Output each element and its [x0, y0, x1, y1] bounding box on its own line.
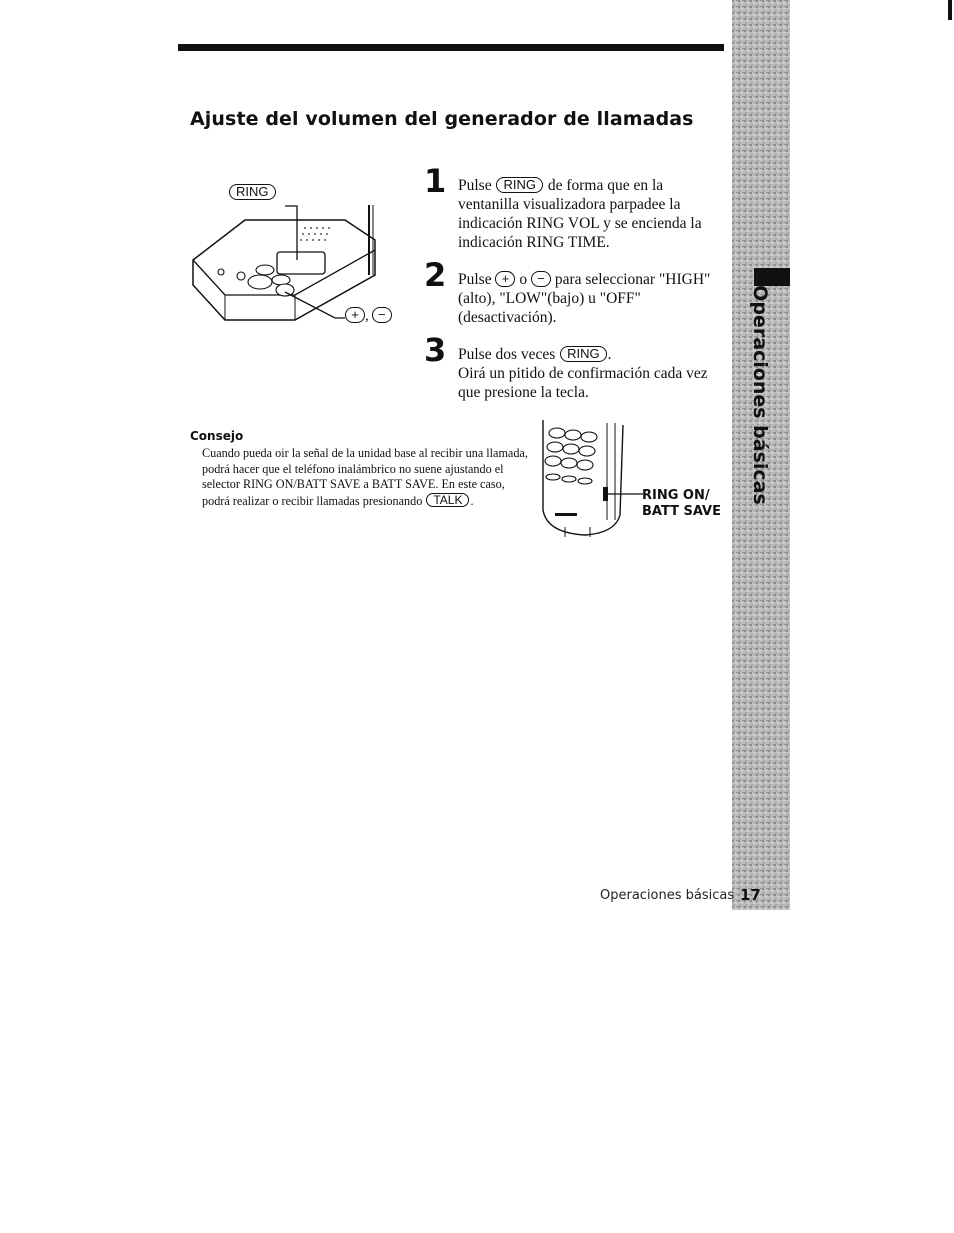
- plus-key-label: +: [495, 271, 515, 287]
- minus-key-label: −: [531, 271, 551, 287]
- margin-mark: [948, 0, 952, 20]
- tip-title: Consejo: [190, 429, 244, 443]
- page-number: 17: [740, 886, 761, 904]
- ring-key-label: RING: [560, 346, 607, 362]
- section-title: Ajuste del volumen del generador de llamadas: [190, 108, 694, 130]
- step-1-post: de forma que en la ventanilla visualizadora parpadee la indicación RING VOL y se encienda la indicación RING TIME.: [458, 177, 702, 251]
- plus-key-label: +: [345, 307, 365, 323]
- step-3-extra: Oirá un pitido de confirmación cada vez que presione la tecla.: [458, 365, 708, 401]
- tip-text: [202, 446, 532, 509]
- footer-section: Operaciones básicas: [600, 888, 735, 903]
- step-2-number: 2: [424, 256, 447, 294]
- handset-illustration: [535, 415, 645, 540]
- step-2-text: [458, 270, 728, 327]
- minus-key-label: −: [372, 307, 392, 323]
- tip-body: Cuando pueda oir la señal de la unidad base al recibir una llamada, podrá hacer que el teléfono inalámbrico no suene ajustando el selector RING ON/BATT SAVE a BATT SAVE. En este caso, podrá realizar o recibir llamadas presionando: [202, 446, 528, 508]
- step-3-text: [458, 345, 728, 402]
- side-tab-label: [742, 285, 778, 505]
- ring-key-label: RING: [496, 177, 543, 193]
- figure-plus-minus: [345, 307, 392, 325]
- callout-line-2: BATT SAVE: [642, 504, 722, 519]
- separator: ,: [365, 308, 369, 324]
- ring-key-label: RING: [229, 184, 276, 200]
- step-3-pre: Pulse dos veces: [458, 346, 556, 363]
- side-tab-text: Operaciones básicas: [749, 285, 771, 505]
- step-2-pre: Pulse: [458, 271, 492, 288]
- step-3-number: 3: [424, 331, 447, 369]
- step-1-text: [458, 176, 728, 252]
- callout-line-1: RING ON/: [642, 488, 710, 503]
- header-rule: [178, 44, 724, 51]
- talk-key-label: TALK: [426, 493, 469, 507]
- step-3-post: .: [607, 346, 612, 363]
- figure-ring-label: [228, 184, 277, 202]
- tip-end: .: [470, 493, 474, 508]
- ring-batt-callout: [642, 488, 721, 520]
- step-2-post: para seleccionar "HIGH"(alto), "LOW"(bajo) u "OFF"(desactivación).: [458, 271, 711, 326]
- step-2-mid: o: [519, 271, 528, 288]
- step-1-number: 1: [424, 162, 447, 200]
- step-1-pre: Pulse: [458, 177, 492, 194]
